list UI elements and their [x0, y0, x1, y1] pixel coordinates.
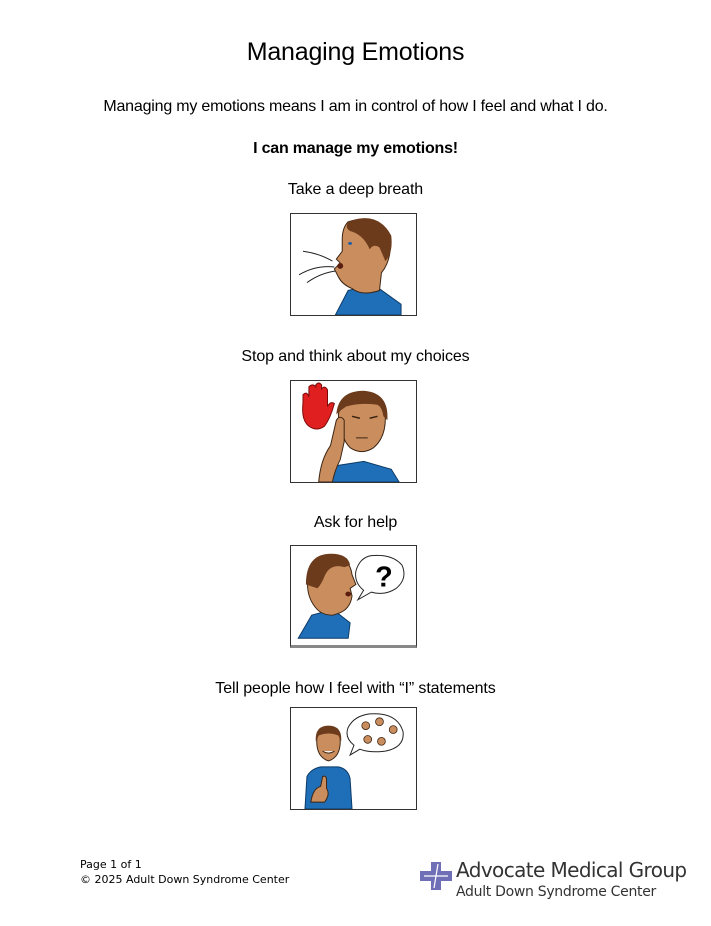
step-label-i-statements: Tell people how I feel with “I” statements — [215, 680, 496, 697]
logo-org-name: Advocate Medical Group — [456, 858, 687, 882]
man-thinking-stop-hand-icon — [290, 380, 417, 483]
motto-text: I can manage my emotions! — [253, 140, 458, 157]
intro-text: Managing my emotions means I am in control of how I feel and what I do. — [103, 98, 608, 115]
logo-center-name: Adult Down Syndrome Center — [456, 884, 657, 900]
man-breathing-out-icon — [290, 213, 417, 316]
man-asking-question-icon — [290, 545, 417, 648]
page-title: Managing Emotions — [246, 38, 465, 66]
step-label-ask-help: Ask for help — [313, 514, 398, 531]
svg-text:?: ? — [375, 561, 393, 594]
footer-info — [80, 857, 289, 887]
medical-cross-icon — [420, 862, 452, 890]
step-label-stop-think: Stop and think about my choices — [241, 348, 470, 365]
advocate-logo — [420, 858, 687, 904]
copyright: © 2025 Adult Down Syndrome Center — [80, 873, 290, 886]
page-number: Page 1 of 1 — [80, 858, 142, 871]
step-label-deep-breath: Take a deep breath — [287, 181, 424, 198]
man-feelings-speech-bubble-icon — [290, 707, 417, 810]
